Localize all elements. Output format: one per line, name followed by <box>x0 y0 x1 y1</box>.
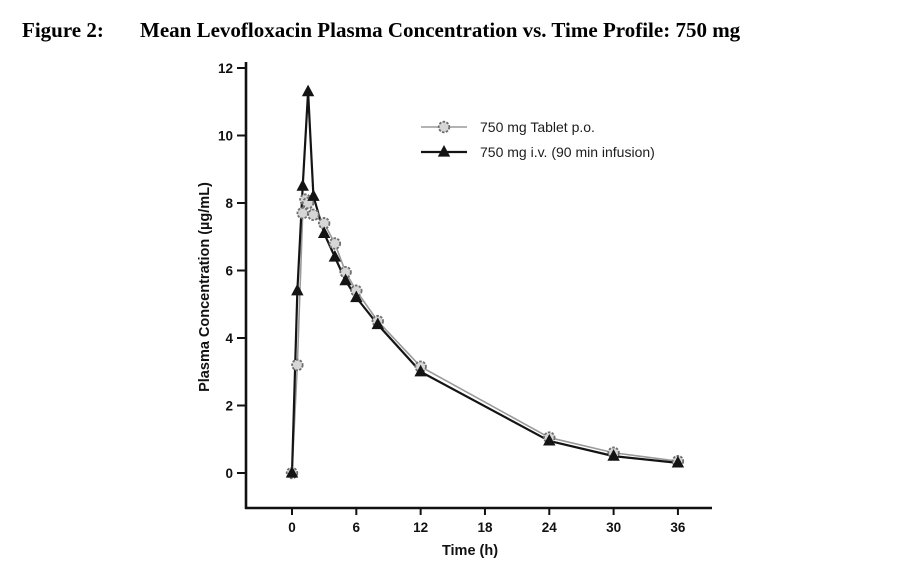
data-point-triangle <box>297 179 309 191</box>
legend-triangle-marker <box>438 145 450 157</box>
data-point-circle <box>330 238 341 249</box>
x-tick-label: 6 <box>352 520 361 535</box>
x-tick-label: 36 <box>670 520 686 535</box>
x-axis-title: Time (h) <box>441 543 499 559</box>
legend-item <box>421 144 655 160</box>
legend-label: 750 mg i.v. (90 min infusion) <box>480 144 655 160</box>
x-tick-label: 30 <box>606 520 622 535</box>
y-tick-label: 8 <box>225 196 233 211</box>
y-tick-label: 10 <box>217 128 233 144</box>
data-point-triangle <box>291 284 303 296</box>
x-tick-label: 18 <box>477 520 493 535</box>
y-tick-label: 6 <box>225 263 233 279</box>
data-point-circle <box>292 360 303 371</box>
y-tick-label: 2 <box>225 398 233 414</box>
figure-title: Mean Levofloxacin Plasma Concentration vs. Time Profile: 750 mg <box>140 18 741 42</box>
series-line-0 <box>292 200 678 473</box>
y-axis-title: Plasma Concentration (µg/mL) <box>197 182 213 392</box>
data-point-triangle <box>302 85 314 97</box>
data-point-circle <box>308 210 319 221</box>
x-tick-label: 24 <box>541 520 557 535</box>
y-tick-label: 12 <box>217 61 233 76</box>
legend-circle-marker <box>439 122 450 133</box>
y-tick-label: 0 <box>225 466 233 481</box>
figure-number-label: Figure 2: <box>22 18 104 42</box>
legend-label: 750 mg Tablet p.o. <box>480 119 595 135</box>
y-tick-label: 4 <box>225 331 233 346</box>
x-tick-label: 0 <box>288 520 296 535</box>
x-tick-label: 12 <box>413 520 429 535</box>
data-point-circle <box>297 208 308 219</box>
